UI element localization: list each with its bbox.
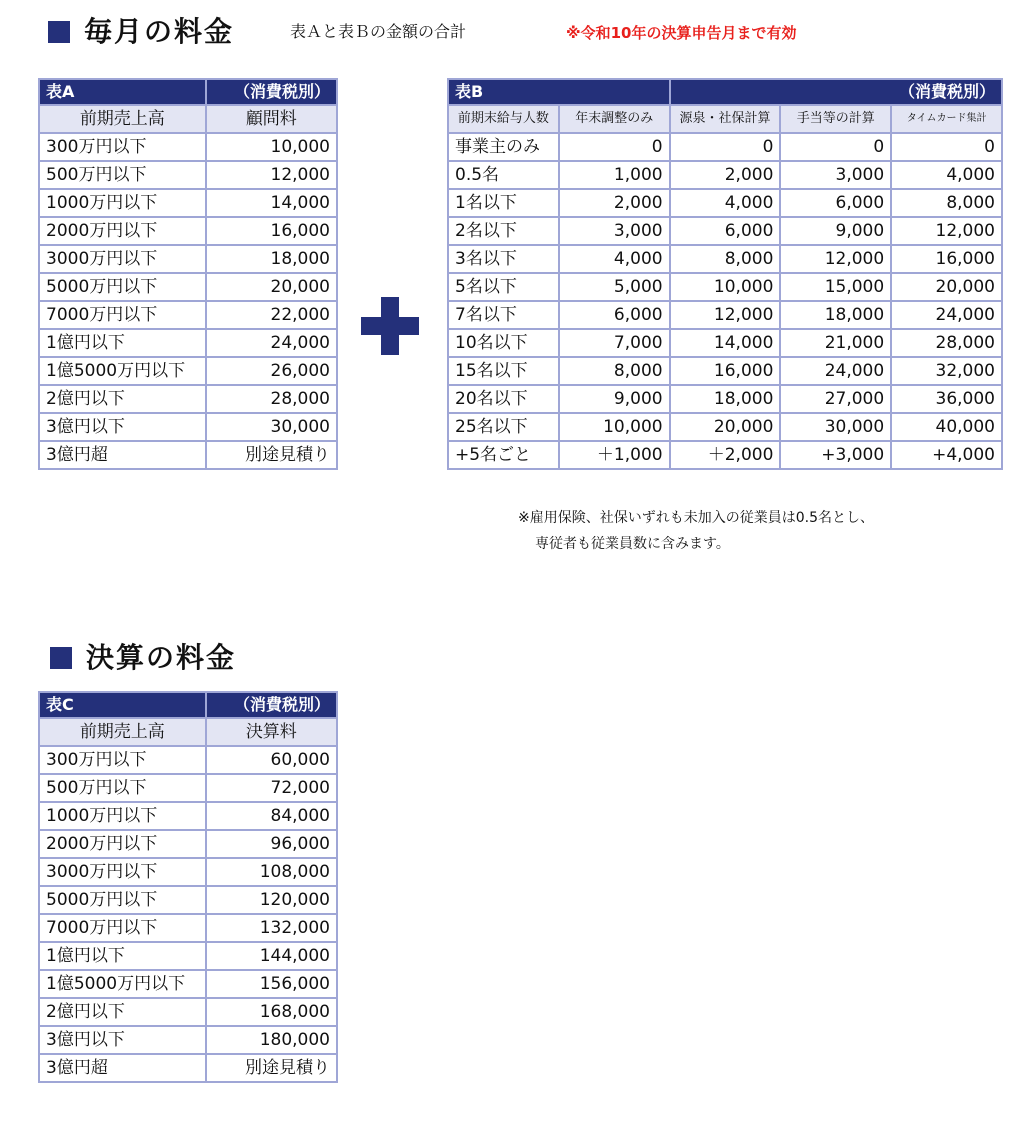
table-row xyxy=(40,358,336,384)
row-value: 30,000 xyxy=(207,414,336,440)
table-b-name: 表B xyxy=(449,80,669,104)
row-value: 9,000 xyxy=(781,218,890,244)
table-row xyxy=(40,1055,336,1081)
row-value: 16,000 xyxy=(892,246,1001,272)
row-value: 16,000 xyxy=(671,358,780,384)
row-value: ＋1,000 xyxy=(560,442,669,468)
table-row xyxy=(449,246,1001,272)
table-row xyxy=(449,302,1001,328)
table-row xyxy=(40,190,336,216)
row-value: 12,000 xyxy=(781,246,890,272)
table-c-body xyxy=(40,747,336,1081)
row-value: 2,000 xyxy=(560,190,669,216)
row-value: 156,000 xyxy=(207,971,336,997)
row-value: 144,000 xyxy=(207,943,336,969)
row-value: 15,000 xyxy=(781,274,890,300)
row-value: 18,000 xyxy=(781,302,890,328)
monthly-fee-title: 毎月の料金 xyxy=(84,15,235,48)
row-value: ＋2,000 xyxy=(671,442,780,468)
row-label: 1名以下 xyxy=(449,190,558,216)
row-value: 24,000 xyxy=(207,330,336,356)
row-label: 2000万円以下 xyxy=(40,831,205,857)
row-value: 120,000 xyxy=(207,887,336,913)
row-value: 8,000 xyxy=(560,358,669,384)
row-value: 168,000 xyxy=(207,999,336,1025)
table-b xyxy=(447,78,1003,470)
table-row xyxy=(449,358,1001,384)
table-row xyxy=(40,999,336,1025)
row-value: 12,000 xyxy=(671,302,780,328)
row-label: 事業主のみ xyxy=(449,134,558,160)
row-value: 36,000 xyxy=(892,386,1001,412)
table-row xyxy=(40,747,336,773)
row-label: 2000万円以下 xyxy=(40,218,205,244)
row-value: 1,000 xyxy=(560,162,669,188)
row-label: 5名以下 xyxy=(449,274,558,300)
table-row xyxy=(40,274,336,300)
row-value: 26,000 xyxy=(207,358,336,384)
row-value: 6,000 xyxy=(560,302,669,328)
section-marker-icon xyxy=(48,21,70,43)
row-value: 12,000 xyxy=(892,218,1001,244)
row-value: 0 xyxy=(560,134,669,160)
row-value: 6,000 xyxy=(671,218,780,244)
row-label: 1000万円以下 xyxy=(40,190,205,216)
table-row xyxy=(40,218,336,244)
row-label: 1億円以下 xyxy=(40,943,205,969)
row-value: 24,000 xyxy=(781,358,890,384)
row-value: 72,000 xyxy=(207,775,336,801)
row-label: 7名以下 xyxy=(449,302,558,328)
row-value: 10,000 xyxy=(671,274,780,300)
row-label: 5000万円以下 xyxy=(40,887,205,913)
table-row xyxy=(40,134,336,160)
table-row xyxy=(449,330,1001,356)
row-value: 21,000 xyxy=(781,330,890,356)
table-row xyxy=(40,302,336,328)
row-value: +3,000 xyxy=(781,442,890,468)
table-b-note-line1: ※雇用保険、社保いずれも未加入の従業員は0.5名とし、 xyxy=(518,510,874,526)
table-c xyxy=(38,691,338,1083)
row-value: 14,000 xyxy=(671,330,780,356)
row-label: 3億円以下 xyxy=(40,414,205,440)
table-c-col-sales: 前期売上高 xyxy=(40,719,205,745)
row-value: 8,000 xyxy=(671,246,780,272)
table-b-col-allowance: 手当等の計算 xyxy=(781,106,890,132)
row-value: 2,000 xyxy=(671,162,780,188)
row-label: 500万円以下 xyxy=(40,162,205,188)
row-value: 180,000 xyxy=(207,1027,336,1053)
table-row xyxy=(40,971,336,997)
row-value: 4,000 xyxy=(560,246,669,272)
table-a-col-sales: 前期売上高 xyxy=(40,106,205,132)
row-value: 4,000 xyxy=(892,162,1001,188)
table-b-col-timecard: タイムカード集計 xyxy=(892,106,1001,132)
table-row xyxy=(449,386,1001,412)
row-label: +5名ごと xyxy=(449,442,558,468)
row-label: 0.5名 xyxy=(449,162,558,188)
row-label: 2名以下 xyxy=(449,218,558,244)
table-row xyxy=(40,386,336,412)
row-label: 25名以下 xyxy=(449,414,558,440)
table-a xyxy=(38,78,338,470)
row-value: 9,000 xyxy=(560,386,669,412)
table-row xyxy=(40,859,336,885)
row-value: 18,000 xyxy=(207,246,336,272)
row-value: 14,000 xyxy=(207,190,336,216)
row-value: 20,000 xyxy=(892,274,1001,300)
row-value: 0 xyxy=(892,134,1001,160)
row-value: 3,000 xyxy=(560,218,669,244)
row-label: 1億5000万円以下 xyxy=(40,971,205,997)
row-label: 1億5000万円以下 xyxy=(40,358,205,384)
table-row xyxy=(449,190,1001,216)
row-value: 40,000 xyxy=(892,414,1001,440)
row-value: 0 xyxy=(781,134,890,160)
table-row xyxy=(40,162,336,188)
table-a-tax-note: （消費税別） xyxy=(207,80,336,104)
row-label: 3000万円以下 xyxy=(40,246,205,272)
table-row xyxy=(449,134,1001,160)
row-value: 32,000 xyxy=(892,358,1001,384)
row-label: 15名以下 xyxy=(449,358,558,384)
table-b-col-year-end: 年末調整のみ xyxy=(560,106,669,132)
row-value: 別途見積り xyxy=(207,442,336,468)
table-a-col-fee: 顧問料 xyxy=(207,106,336,132)
row-value: 7,000 xyxy=(560,330,669,356)
table-row xyxy=(40,1027,336,1053)
table-b-col-employees: 前期末給与人数 xyxy=(449,106,558,132)
row-value: 0 xyxy=(671,134,780,160)
table-row xyxy=(449,162,1001,188)
table-row xyxy=(40,887,336,913)
row-label: 10名以下 xyxy=(449,330,558,356)
row-value: 27,000 xyxy=(781,386,890,412)
row-label: 1000万円以下 xyxy=(40,803,205,829)
table-row xyxy=(40,414,336,440)
row-value: +4,000 xyxy=(892,442,1001,468)
table-b-col-withholding: 源泉・社保計算 xyxy=(671,106,780,132)
table-a-name: 表A xyxy=(40,80,205,104)
validity-notice: ※令和10年の決算申告月まで有効 xyxy=(566,24,797,42)
row-value: 28,000 xyxy=(892,330,1001,356)
row-value: 20,000 xyxy=(671,414,780,440)
row-label: 1億円以下 xyxy=(40,330,205,356)
table-row xyxy=(40,831,336,857)
table-row xyxy=(40,803,336,829)
monthly-fee-subtitle: 表Ａと表Ｂの金額の合計 xyxy=(290,22,467,41)
table-b-note-line2: 専従者も従業員数に含みます。 xyxy=(535,536,730,552)
row-value: 10,000 xyxy=(207,134,336,160)
row-label: 3億円超 xyxy=(40,1055,205,1081)
row-value: 8,000 xyxy=(892,190,1001,216)
row-label: 3億円超 xyxy=(40,442,205,468)
row-label: 3億円以下 xyxy=(40,1027,205,1053)
row-label: 3000万円以下 xyxy=(40,859,205,885)
row-value: 22,000 xyxy=(207,302,336,328)
row-value: 10,000 xyxy=(560,414,669,440)
row-value: 96,000 xyxy=(207,831,336,857)
row-value: 4,000 xyxy=(671,190,780,216)
row-value: 24,000 xyxy=(892,302,1001,328)
row-value: 12,000 xyxy=(207,162,336,188)
table-c-name: 表C xyxy=(40,693,205,717)
row-label: 300万円以下 xyxy=(40,747,205,773)
row-label: 7000万円以下 xyxy=(40,915,205,941)
table-row xyxy=(449,442,1001,468)
table-row xyxy=(40,943,336,969)
row-label: 7000万円以下 xyxy=(40,302,205,328)
row-value: 別途見積り xyxy=(207,1055,336,1081)
table-row xyxy=(40,775,336,801)
row-value: 108,000 xyxy=(207,859,336,885)
row-value: 6,000 xyxy=(781,190,890,216)
table-b-tax-note: （消費税別） xyxy=(671,80,1001,104)
table-row xyxy=(40,442,336,468)
row-label: 3名以下 xyxy=(449,246,558,272)
row-value: 84,000 xyxy=(207,803,336,829)
row-value: 5,000 xyxy=(560,274,669,300)
table-row xyxy=(449,218,1001,244)
row-value: 20,000 xyxy=(207,274,336,300)
row-label: 300万円以下 xyxy=(40,134,205,160)
table-c-col-fee: 決算料 xyxy=(207,719,336,745)
table-row xyxy=(40,246,336,272)
table-row xyxy=(449,414,1001,440)
row-value: 60,000 xyxy=(207,747,336,773)
row-value: 28,000 xyxy=(207,386,336,412)
row-value: 30,000 xyxy=(781,414,890,440)
row-label: 500万円以下 xyxy=(40,775,205,801)
row-label: 20名以下 xyxy=(449,386,558,412)
plus-icon xyxy=(361,297,419,355)
row-value: 16,000 xyxy=(207,218,336,244)
table-a-body xyxy=(40,134,336,468)
table-row xyxy=(449,274,1001,300)
table-b-body xyxy=(449,134,1001,468)
row-label: 2億円以下 xyxy=(40,999,205,1025)
settlement-fee-title: 決算の料金 xyxy=(86,641,237,674)
table-row xyxy=(40,915,336,941)
table-row xyxy=(40,330,336,356)
row-value: 3,000 xyxy=(781,162,890,188)
row-label: 2億円以下 xyxy=(40,386,205,412)
table-c-tax-note: （消費税別） xyxy=(207,693,336,717)
row-value: 18,000 xyxy=(671,386,780,412)
section-marker-icon xyxy=(50,647,72,669)
row-value: 132,000 xyxy=(207,915,336,941)
row-label: 5000万円以下 xyxy=(40,274,205,300)
